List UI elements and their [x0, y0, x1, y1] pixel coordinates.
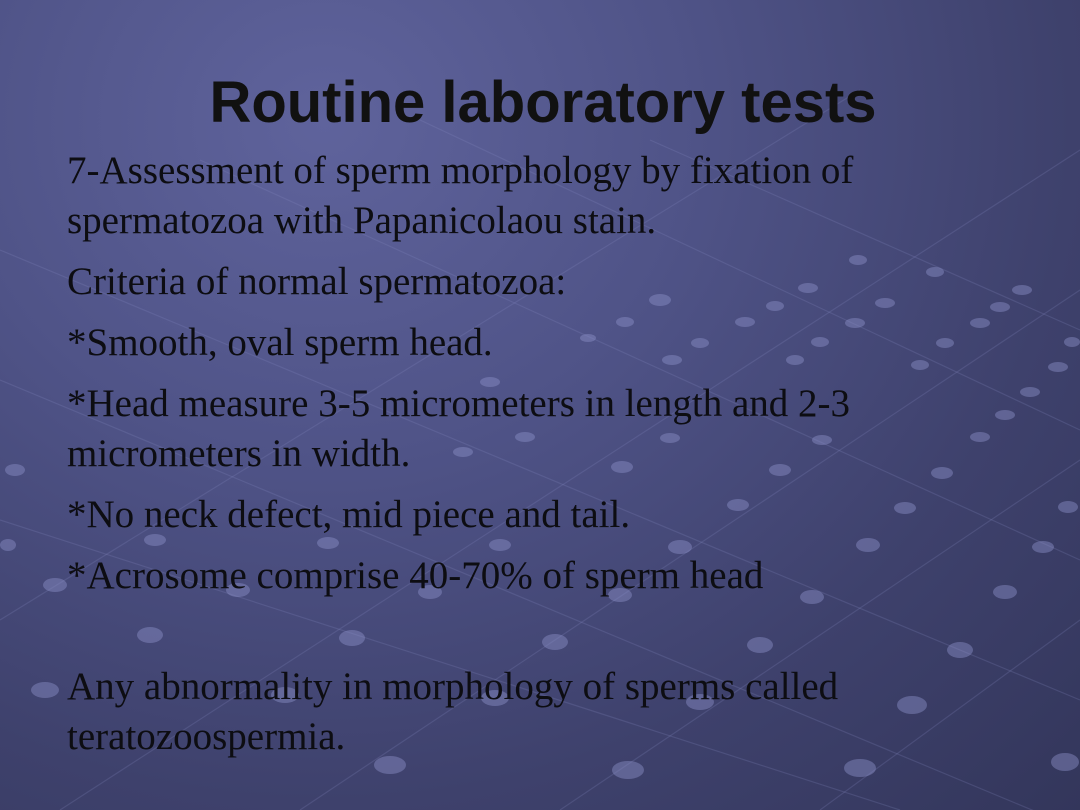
- paragraph-teratozoospermia: Any abnormality in morphology of sperms called teratozoospermia.: [67, 665, 839, 758]
- bullet-acrosome: *Acrosome comprise 40-70% of sperm head: [67, 554, 764, 597]
- bullet-no-neck-defect: *No neck defect, mid piece and tail.: [67, 493, 631, 536]
- paragraph-assessment: 7-Assessment of sperm morphology by fixation of spermatozoa with Papanicolaou stain.: [67, 149, 854, 242]
- slide-title: Routine laboratory tests: [209, 70, 877, 135]
- bullet-smooth-oval-head: *Smooth, oval sperm head.: [67, 321, 493, 364]
- slide-body: [67, 146, 947, 773]
- paragraph-spacer: [67, 612, 947, 662]
- bullet-head-measurements: *Head measure 3-5 micrometers in length and 2-3 micrometers in width.: [67, 382, 850, 475]
- paragraph-criteria-heading: Criteria of normal spermatozoa:: [67, 260, 567, 303]
